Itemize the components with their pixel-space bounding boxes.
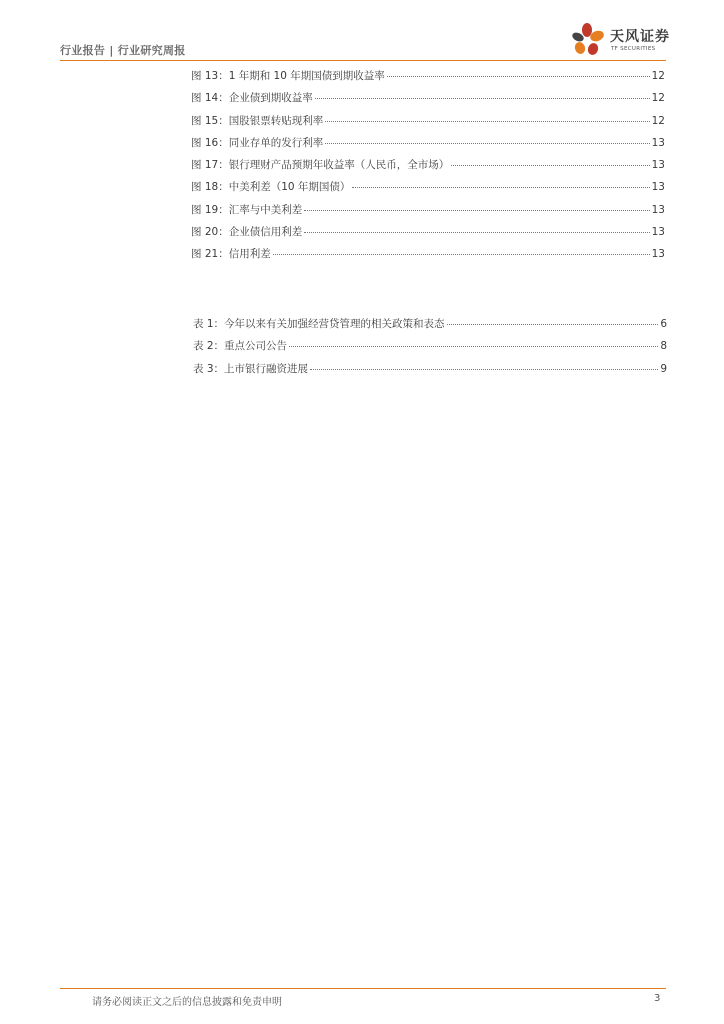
- dot-leader: [310, 361, 658, 370]
- toc-entry[interactable]: [191, 135, 665, 157]
- toc-entry-title: 汇率与中美利差: [228, 203, 303, 216]
- toc-entry-label: 图 17：: [191, 159, 229, 172]
- toc-entry-label: 图 14：: [191, 92, 229, 105]
- toc-entry-title: 中美利差（10 年期国债）: [228, 181, 351, 194]
- brand-subtitle: TF SECURITIES: [611, 46, 656, 52]
- page-number: 3: [654, 993, 661, 1004]
- toc-entry-label: 表 1：: [193, 318, 225, 330]
- dot-leader: [325, 135, 649, 144]
- toc-entry-page: 13: [651, 226, 665, 239]
- toc-entry-title: 今年以来有关加强经营贷管理的相关政策和表态: [224, 318, 445, 330]
- toc-entry-title: 企业债信用利差: [228, 226, 303, 239]
- toc-entry-label: 图 21：: [191, 248, 229, 261]
- toc-entry-label: 图 19：: [191, 203, 229, 216]
- toc-entry-title: 1 年期和 10 年期国债到期收益率: [228, 70, 385, 82]
- toc-entry-label: 图 15：: [191, 114, 229, 127]
- dot-leader: [447, 316, 659, 325]
- toc-entry-page: 13: [651, 181, 665, 194]
- footer-divider: [60, 988, 666, 989]
- toc-entry-page: 13: [651, 159, 665, 172]
- dot-leader: [451, 157, 649, 166]
- toc-entry-title: 信用利差: [228, 248, 271, 261]
- toc-entry-title: 上市银行融资进展: [224, 362, 309, 375]
- toc-entry[interactable]: [193, 316, 667, 338]
- toc-entry-label: 图 13：: [191, 70, 229, 82]
- toc-entry[interactable]: [191, 246, 665, 268]
- toc-entry-page: 12: [651, 70, 665, 82]
- toc-entry-label: 图 16：: [191, 136, 229, 149]
- report-type-header: 行业报告 | 行业研究周报: [60, 44, 186, 57]
- toc-entry[interactable]: [191, 157, 665, 179]
- toc-entry-page: 8: [660, 340, 667, 353]
- toc-entry-label: 表 2：: [193, 340, 225, 353]
- toc-entry-page: 13: [651, 136, 665, 149]
- toc-entry[interactable]: [193, 361, 667, 383]
- toc-entry-label: 图 18：: [191, 181, 229, 194]
- toc-entry[interactable]: [191, 113, 665, 135]
- dot-leader: [325, 113, 649, 122]
- dot-leader: [289, 338, 658, 347]
- toc-entry[interactable]: [191, 68, 665, 90]
- dot-leader: [304, 224, 649, 233]
- toc-entry-page: 6: [660, 318, 667, 330]
- company-logo: [567, 22, 677, 58]
- disclaimer-note: 请务必阅读正文之后的信息披露和免责申明: [92, 997, 282, 1008]
- toc-entry-page: 12: [651, 92, 665, 105]
- toc-entry[interactable]: [191, 202, 665, 224]
- toc-entry-title: 银行理财产品预期年收益率（人民币，全市场）: [228, 159, 450, 172]
- toc-entry[interactable]: [191, 179, 665, 201]
- table-index: [193, 316, 667, 383]
- toc-entry[interactable]: [191, 224, 665, 246]
- petal-logo-icon: [567, 22, 607, 58]
- toc-entry-page: 12: [651, 114, 665, 127]
- toc-entry-page: 9: [660, 362, 667, 375]
- toc-entry-title: 企业债到期收益率: [228, 92, 313, 105]
- brand-name: 天风证券: [610, 29, 670, 45]
- toc-entry-page: 13: [651, 248, 665, 261]
- toc-entry-title: 同业存单的发行利率: [228, 136, 324, 149]
- dot-leader: [273, 246, 650, 255]
- toc-entry-title: 国股银票转贴现利率: [228, 114, 324, 127]
- figure-index: [191, 68, 665, 269]
- toc-entry[interactable]: [191, 90, 665, 112]
- toc-entry-label: 表 3：: [193, 362, 225, 375]
- dot-leader: [387, 68, 650, 77]
- toc-entry-title: 重点公司公告: [224, 340, 288, 353]
- dot-leader: [304, 202, 649, 211]
- header-divider: [60, 60, 666, 61]
- toc-entry-page: 13: [651, 203, 665, 216]
- dot-leader: [352, 179, 649, 188]
- toc-entry-label: 图 20：: [191, 226, 229, 239]
- toc-entry[interactable]: [193, 338, 667, 360]
- dot-leader: [315, 90, 650, 99]
